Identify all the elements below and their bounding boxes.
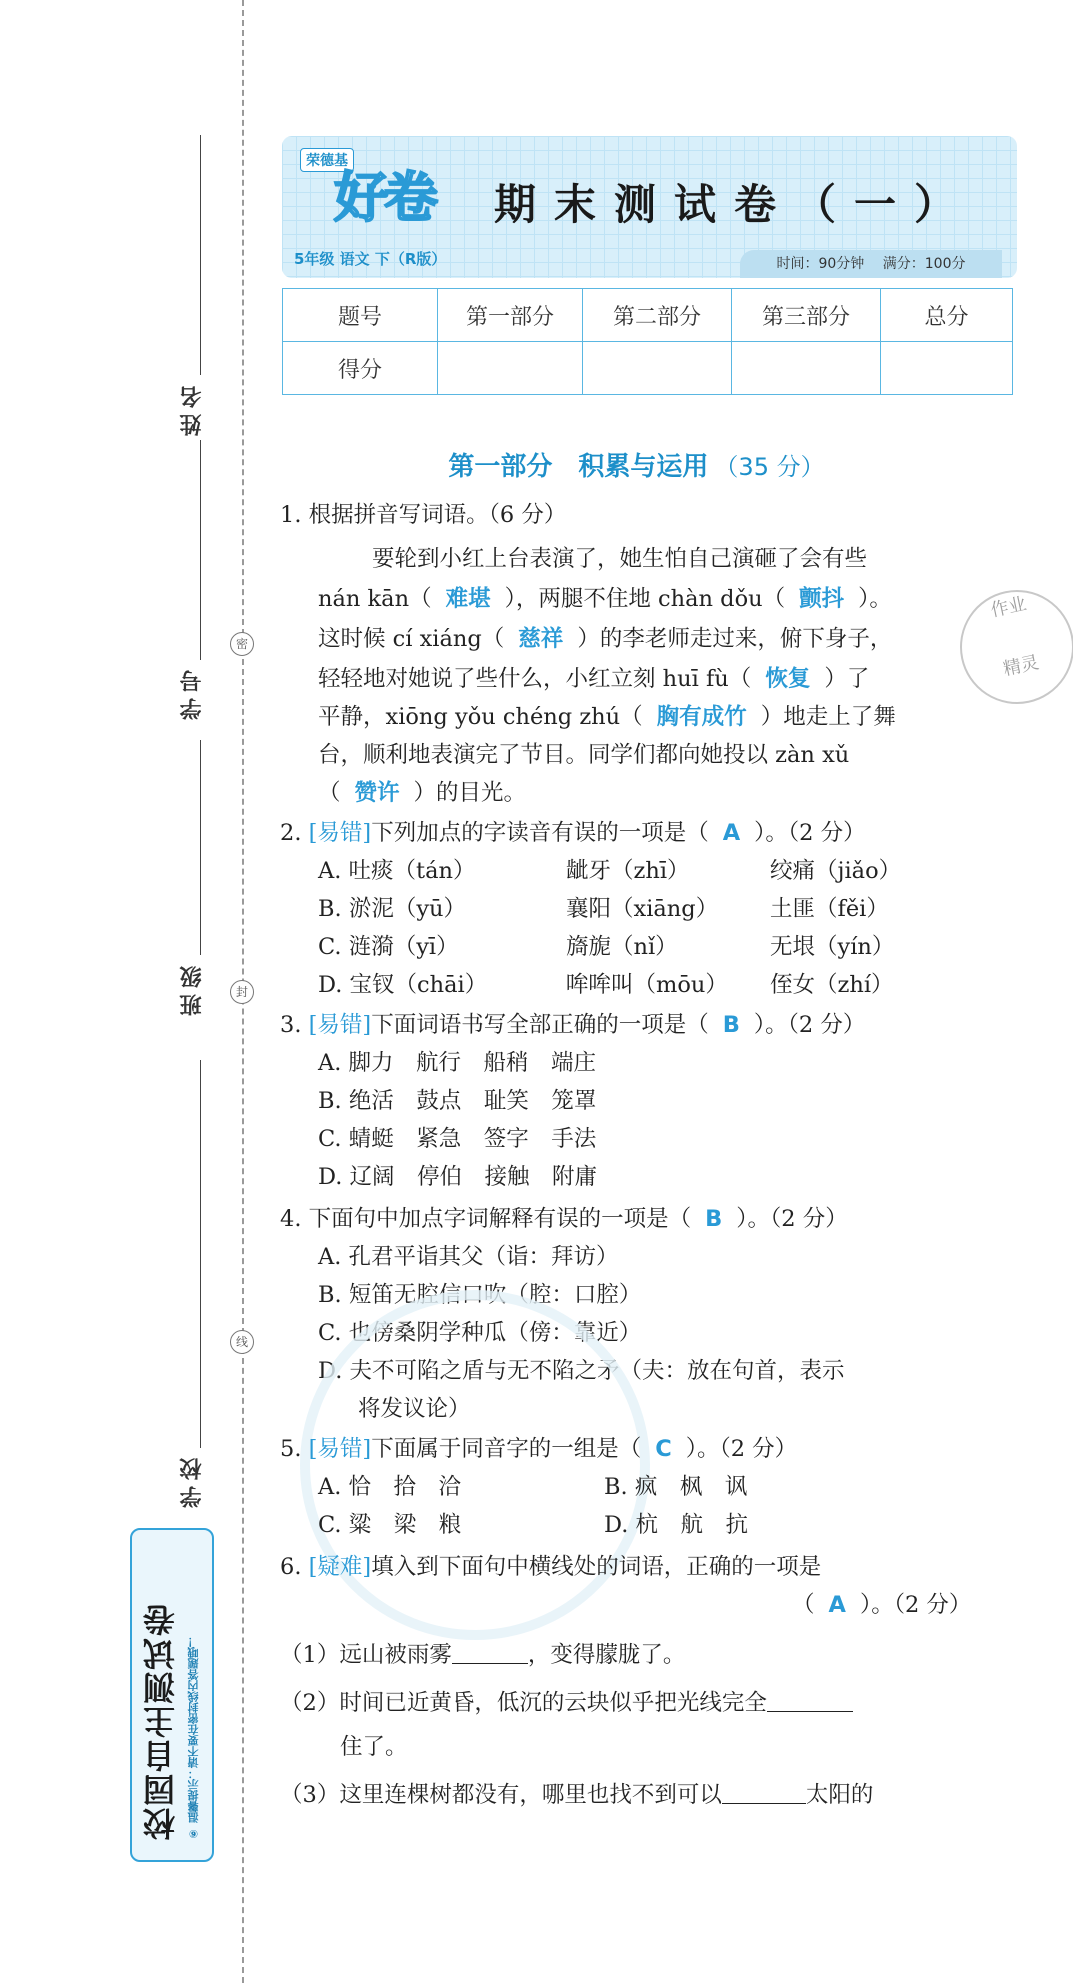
homework-stamp: 作业 精灵 [949,579,1073,714]
time-limit: 时间：90分钟 [776,256,865,272]
q1-line: 这时候 cí xiáng（ 慈祥 ）的李老师走过来，俯下身子， [318,626,893,652]
q3-option: A. 脚力 航行 船稍 端庄 [318,1050,597,1076]
q4-stem: 4. 下面句中加点字词解释有误的一项是（ B ）。（2 分） [280,1206,848,1232]
q2-option: D. 宝钗（chāi） [318,972,488,998]
answer: 恢复 [765,666,811,692]
q6-sentence: （1）远山被雨雾 ，变得朦胧了。 [280,1642,686,1668]
q5-option: C. 粱 梁 粮 [318,1512,462,1538]
q5-stem: 5. [易错]下面属于同音字的一组是（ C ）。（2 分） [280,1436,798,1462]
school-line [200,1060,201,1448]
q4-option: A. 孔君平诣其父（诣：拜访） [318,1244,619,1270]
answer: 胸有成竹 [656,704,747,730]
q5-option: B. 疯 枫 讽 [604,1474,748,1500]
section-name: 第一部分 积累与运用 [448,452,709,482]
blank[interactable] [452,1641,528,1664]
answer: A [828,1592,846,1618]
q6-stem: 6. [疑难]填入到下面句中横线处的词语，正确的一项是 [280,1554,822,1580]
class-line [200,740,201,955]
q5-option: A. 恰 拾 洽 [318,1474,462,1500]
q1-line: nán kān（ 难堪 ），两腿不住地 chàn dǒu（ 颤抖 ）。 [318,586,892,612]
section-title [0,446,1073,483]
logo: 好卷 [334,166,434,229]
grade-info: 5年级 语文 下（R版） [294,250,447,268]
blank[interactable] [767,1689,853,1712]
q4-option: D. 夫不可陷之盾与无不陷之矛（夫：放在句首，表示 [318,1358,845,1384]
q1-line: 平静，xiōng yǒu chéng zhú（ 胸有成竹 ）地走上了舞 [318,704,896,730]
score-header-cell: 第一部分 [438,289,583,342]
answer: B [705,1206,723,1232]
score-input-cell[interactable] [732,342,881,395]
time-bar [740,250,1002,278]
q2-option: 龇牙（zhī） [566,858,690,884]
answer: 颤抖 [799,586,845,612]
answer: C [655,1436,672,1462]
campus-test-title: 校园自主测试卷 [142,1602,180,1840]
q2-option: A. 吐痰（tán） [318,858,476,884]
q6-sentence: （2）时间已近黄昏，低沉的云块似乎把光线完全 [280,1688,853,1718]
label-student-id: 学号 [179,664,205,720]
tag-error-prone: [易错] [308,820,372,846]
q2-option: 旖旎（nǐ） [566,934,678,960]
q2-option: 无垠（yín） [770,934,895,960]
q6-answer-line: （ A ）。（2 分） [792,1592,972,1618]
seal-xian: 线 [230,1330,254,1354]
score-header-cell: 第三部分 [732,289,881,342]
score-header-cell: 第二部分 [583,289,732,342]
q6-sentence-cont: 住了。 [340,1734,408,1760]
label-school: 学校 [179,1452,205,1508]
q3-stem: 3. [易错]下面词语书写全部正确的一项是（ B ）。（2 分） [280,1012,866,1038]
score-input-cell[interactable] [881,342,1013,395]
q2-option: B. 淤泥（yū） [318,896,467,922]
q3-option: D. 辽阔 停伯 接触 附庸 [318,1164,598,1190]
answer: 慈祥 [518,626,564,652]
section-points: （35 分） [714,453,825,481]
answer: 难堪 [445,586,491,612]
score-input-cell[interactable] [438,342,583,395]
answer: 赞许 [354,780,400,806]
label-name: 姓名 [179,380,205,436]
q2-option: 哞哞叫（mōu） [566,972,728,998]
score-header-cell: 题号 [283,289,438,342]
q4-option: C. 也傍桑阴学种瓜（傍：靠近） [318,1320,642,1346]
q6-sentence: （3）这里连棵树都没有，哪里也找不到可以 太阳的 [280,1782,874,1808]
q2-stem: 2. [易错]下列加点的字读音有误的一项是（ A ）。（2 分） [280,820,866,846]
name-line [200,135,201,375]
q2-option: 侄女（zhí） [770,972,894,998]
q1-line: 要轮到小红上台表演了，她生怕自己演砸了会有些 [372,546,868,572]
seal-feng: 封 [230,980,254,1004]
q3-option: B. 绝活 鼓点 耻笑 笼罩 [318,1088,597,1114]
tag-difficult: [疑难] [308,1554,372,1580]
q2-option: 土匪（fěi） [770,896,889,922]
score-header-cell: 总分 [881,289,1013,342]
score-row-label: 得分 [283,342,438,395]
q1-line: 轻轻地对她说了些什么，小红立刻 huī fù（ 恢复 ）了 [318,666,870,692]
answer: B [722,1012,740,1038]
tag-error-prone: [易错] [308,1012,372,1038]
tag-error-prone: [易错] [308,1436,372,1462]
blank[interactable] [722,1781,806,1804]
seal-mi: 密 [230,632,254,656]
q1-stem: 1. 根据拼音写词语。（6 分） [280,502,567,528]
full-score: 满分：100分 [882,256,966,272]
score-table [282,288,1013,395]
q3-option: C. 蜻蜓 紧急 签字 手法 [318,1126,597,1152]
score-input-cell[interactable] [583,342,732,395]
exam-title: 期末测试卷（一） [494,180,975,229]
brand-badge: 荣德基 [300,148,354,172]
q4-option: 将发议论） [358,1396,471,1422]
score-table-score-row [283,342,1013,395]
label-class: 班级 [179,960,205,1016]
answer: A [722,820,741,846]
watermark-seal [300,1290,650,1640]
q2-option: 绞痛（jiǎo） [770,858,902,884]
seal-reminder: ⑥ 温馨提示：请不要在密封线内答题哦！ [187,1636,200,1840]
q4-option: B. 短笛无腔信口吹（腔：口腔） [318,1282,642,1308]
q2-option: C. 涟漪（yī） [318,934,459,960]
q2-option: 襄阳（xiāng） [566,896,719,922]
q1-line: （ 赞许 ）的目光。 [318,780,527,806]
score-table-header-row [283,289,1013,342]
q5-option: D. 杭 航 抗 [604,1512,749,1538]
q1-line: 台，顺利地表演完了节目。同学们都向她投以 zàn xǔ [318,742,850,768]
